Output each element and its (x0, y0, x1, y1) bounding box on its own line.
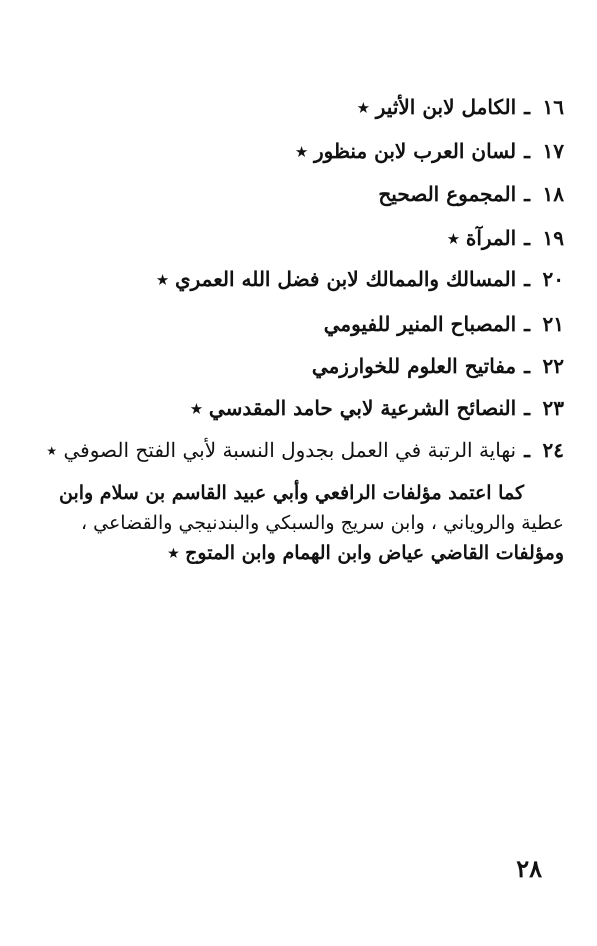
list-item (24, 180, 564, 208)
list-item (24, 93, 564, 121)
list-item (24, 310, 564, 338)
list-item (24, 224, 564, 252)
item-title: الكامل لابن الأثير ٭ (357, 95, 517, 119)
paragraph-line: عطية والروياني ، وابن سريج والسبكي والبندنيجي والقضاعي ، (80, 512, 564, 534)
item-number: ١٨ (542, 182, 564, 206)
item-title: النصائح الشرعية لابي حامد المقدسي ٭ (191, 396, 517, 420)
paragraph-line: ومؤلفات القاضي عياض وابن الهمام وابن المتوج ٭ (168, 542, 564, 564)
item-number: ٢٢ (542, 354, 564, 378)
paragraph-line: كما اعتمد مؤلفات الرافعي وأبي عبيد القاسم بن سلام وابن (58, 482, 524, 504)
item-number: ١٧ (542, 139, 564, 163)
item-dash: ـ (524, 267, 530, 291)
item-number: ٢٣ (542, 396, 564, 420)
item-dash: ـ (524, 182, 530, 206)
item-number: ١٩ (542, 226, 564, 250)
item-number: ٢١ (542, 312, 564, 336)
item-dash: ـ (524, 226, 530, 250)
list-item (24, 394, 564, 422)
list-item (24, 436, 564, 464)
item-dash: ـ (524, 396, 530, 420)
item-dash: ـ (524, 139, 530, 163)
item-dash: ـ (524, 312, 530, 336)
item-title: نهاية الرتبة في العمل بجدول النسبة لأبي الفتح الصوفي ٭ (46, 438, 517, 462)
item-title: لسان العرب لابن منظور ٭ (296, 139, 517, 163)
item-title: مفاتيح العلوم للخوارزمي (311, 354, 517, 378)
item-dash: ـ (524, 354, 530, 378)
list-item (24, 137, 564, 165)
list-item (24, 352, 564, 380)
item-title: المرآة ٭ (447, 226, 517, 250)
list-item (24, 265, 564, 293)
item-title: المجموع الصحيح (378, 182, 517, 206)
item-dash: ـ (524, 438, 530, 462)
item-title: المصباح المنير للفيومي (323, 312, 517, 336)
item-number: ١٦ (542, 95, 564, 119)
item-dash: ـ (524, 95, 530, 119)
body-paragraph (19, 478, 564, 568)
item-number: ٢٤ (542, 438, 564, 462)
page-number: ٢٨ (516, 854, 542, 883)
item-title: المسالك والممالك لابن فضل الله العمري ٭ (157, 267, 517, 291)
item-number: ٢٠ (542, 267, 564, 291)
